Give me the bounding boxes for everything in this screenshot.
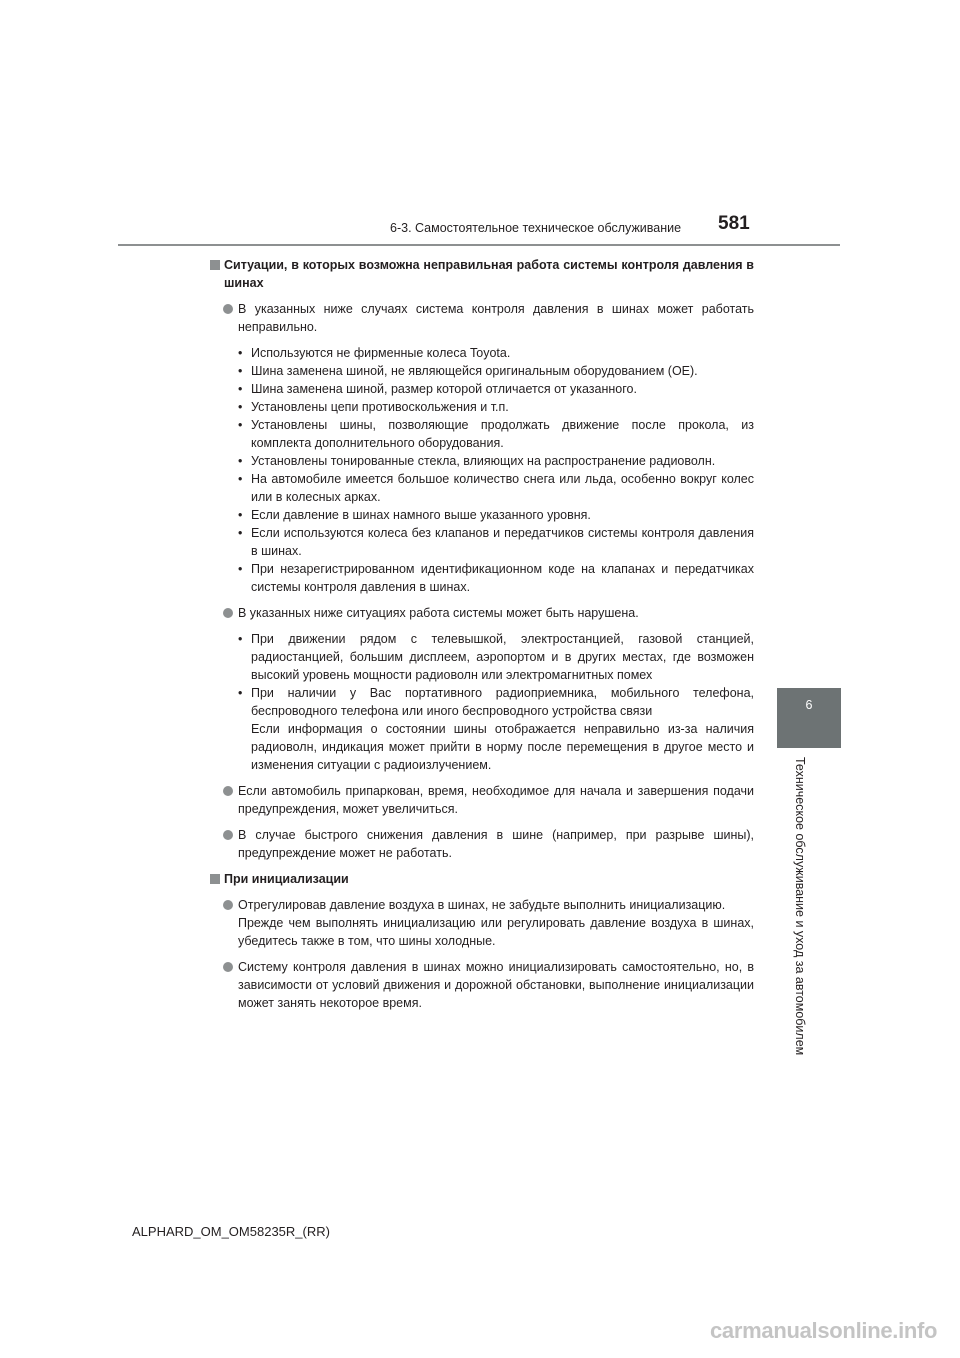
list-item-note: Если информация о состоянии шины отображается неправильно из-за наличия радиоволн, индикация может прийти в норму после перемещения в другое место и изменения ситуации с радиоизлучением. [251,722,754,772]
list-item: • Шина заменена шиной, размер которой отличается от указанного. [238,380,754,398]
chapter-number: 6 [805,698,813,712]
circle-bullet-icon [223,304,233,314]
circle-point [210,604,754,622]
circle-bullet-icon [223,962,233,972]
point-text: В указанных ниже ситуациях работа системы может быть нарушена. [238,606,639,620]
section-title: 6-3. Самостоятельное техническое обслуживание [390,221,682,235]
list-item: • Установлены шины, позволяющие продолжать движение после прокола, из комплекта дополнительного оборудования. [238,416,754,452]
list-item: • При незарегистрированном идентификационном коде на клапанах и передатчиках системы контроля давления в шинах. [238,560,754,596]
point-text: Если автомобиль припаркован, время, необходимое для начала и завершения подачи предупреждения, может увеличиться. [238,784,754,816]
document-code: ALPHARD_OM_OM58235R_(RR) [132,1224,330,1239]
circle-bullet-icon [223,830,233,840]
section-heading [210,870,754,888]
point-subtext: Прежде чем выполнять инициализацию или регулировать давление воздуха в шинах, убедитесь также в том, что шины холодные. [238,916,754,948]
list-item [238,684,754,774]
point-text: Отрегулировав давление воздуха в шинах, не забудьте выполнить инициализацию. [238,898,726,912]
section-heading [210,256,754,292]
circle-point [210,958,754,1012]
list-item: • При движении рядом с телевышкой, электростанцией, газовой станцией, радиостанцией, большим дисплеем, аэропортом и в других местах, где возможен высокий уровень мощности радиоволн или электромагнитных помех [238,630,754,684]
bullet-list [210,630,754,774]
chapter-tab [777,688,841,748]
heading-text: При инициализации [224,872,349,886]
list-item: • Если используются колеса без клапанов и передатчиков системы контроля давления в шинах. [238,524,754,560]
circle-bullet-icon [223,900,233,910]
list-item: • Используются не фирменные колеса Toyota. [238,344,754,362]
point-text: Систему контроля давления в шинах можно инициализировать самостоятельно, но, в зависимости от условий движения и дорожной обстановки, выполнение инициализации может занять некоторое время. [238,960,754,1010]
list-item-text: • При наличии у Вас портативного радиоприемника, мобильного телефона, беспроводного телефона или иного беспроводного устройства связи [251,686,754,718]
bullet-list [210,344,754,596]
circle-point [210,896,754,950]
point-text: В указанных ниже случаях система контроля давления в шинах может работать неправильно. [238,302,754,334]
list-item: • Шина заменена шиной, не являющейся оригинальным оборудованием (OE). [238,362,754,380]
chapter-title: Техническое обслуживание и уход за автомобилем [793,757,807,1056]
page-number: 581 [718,213,750,234]
watermark: carmanualsonline.info [710,1318,938,1343]
circle-bullet-icon [223,608,233,618]
list-item: • Установлены цепи противоскольжения и т.п. [238,398,754,416]
circle-point [210,782,754,818]
list-item: • Если давление в шинах намного выше указанного уровня. [238,506,754,524]
circle-point [210,826,754,862]
point-text: В случае быстрого снижения давления в шине (например, при разрыве шины), предупреждение может не работать. [238,828,754,860]
page-body [210,256,754,1020]
square-bullet-icon [210,874,220,884]
circle-point [210,300,754,336]
list-item: • На автомобиле имеется большое количество снега или льда, особенно вокруг колес или в колесных арках. [238,470,754,506]
header-divider [118,244,840,246]
heading-text: Ситуации, в которых возможна неправильная работа системы контроля давления в шинах [224,258,754,290]
square-bullet-icon [210,260,220,270]
circle-bullet-icon [223,786,233,796]
list-item: • Установлены тонированные стекла, влияющих на распространение радиоволн. [238,452,754,470]
